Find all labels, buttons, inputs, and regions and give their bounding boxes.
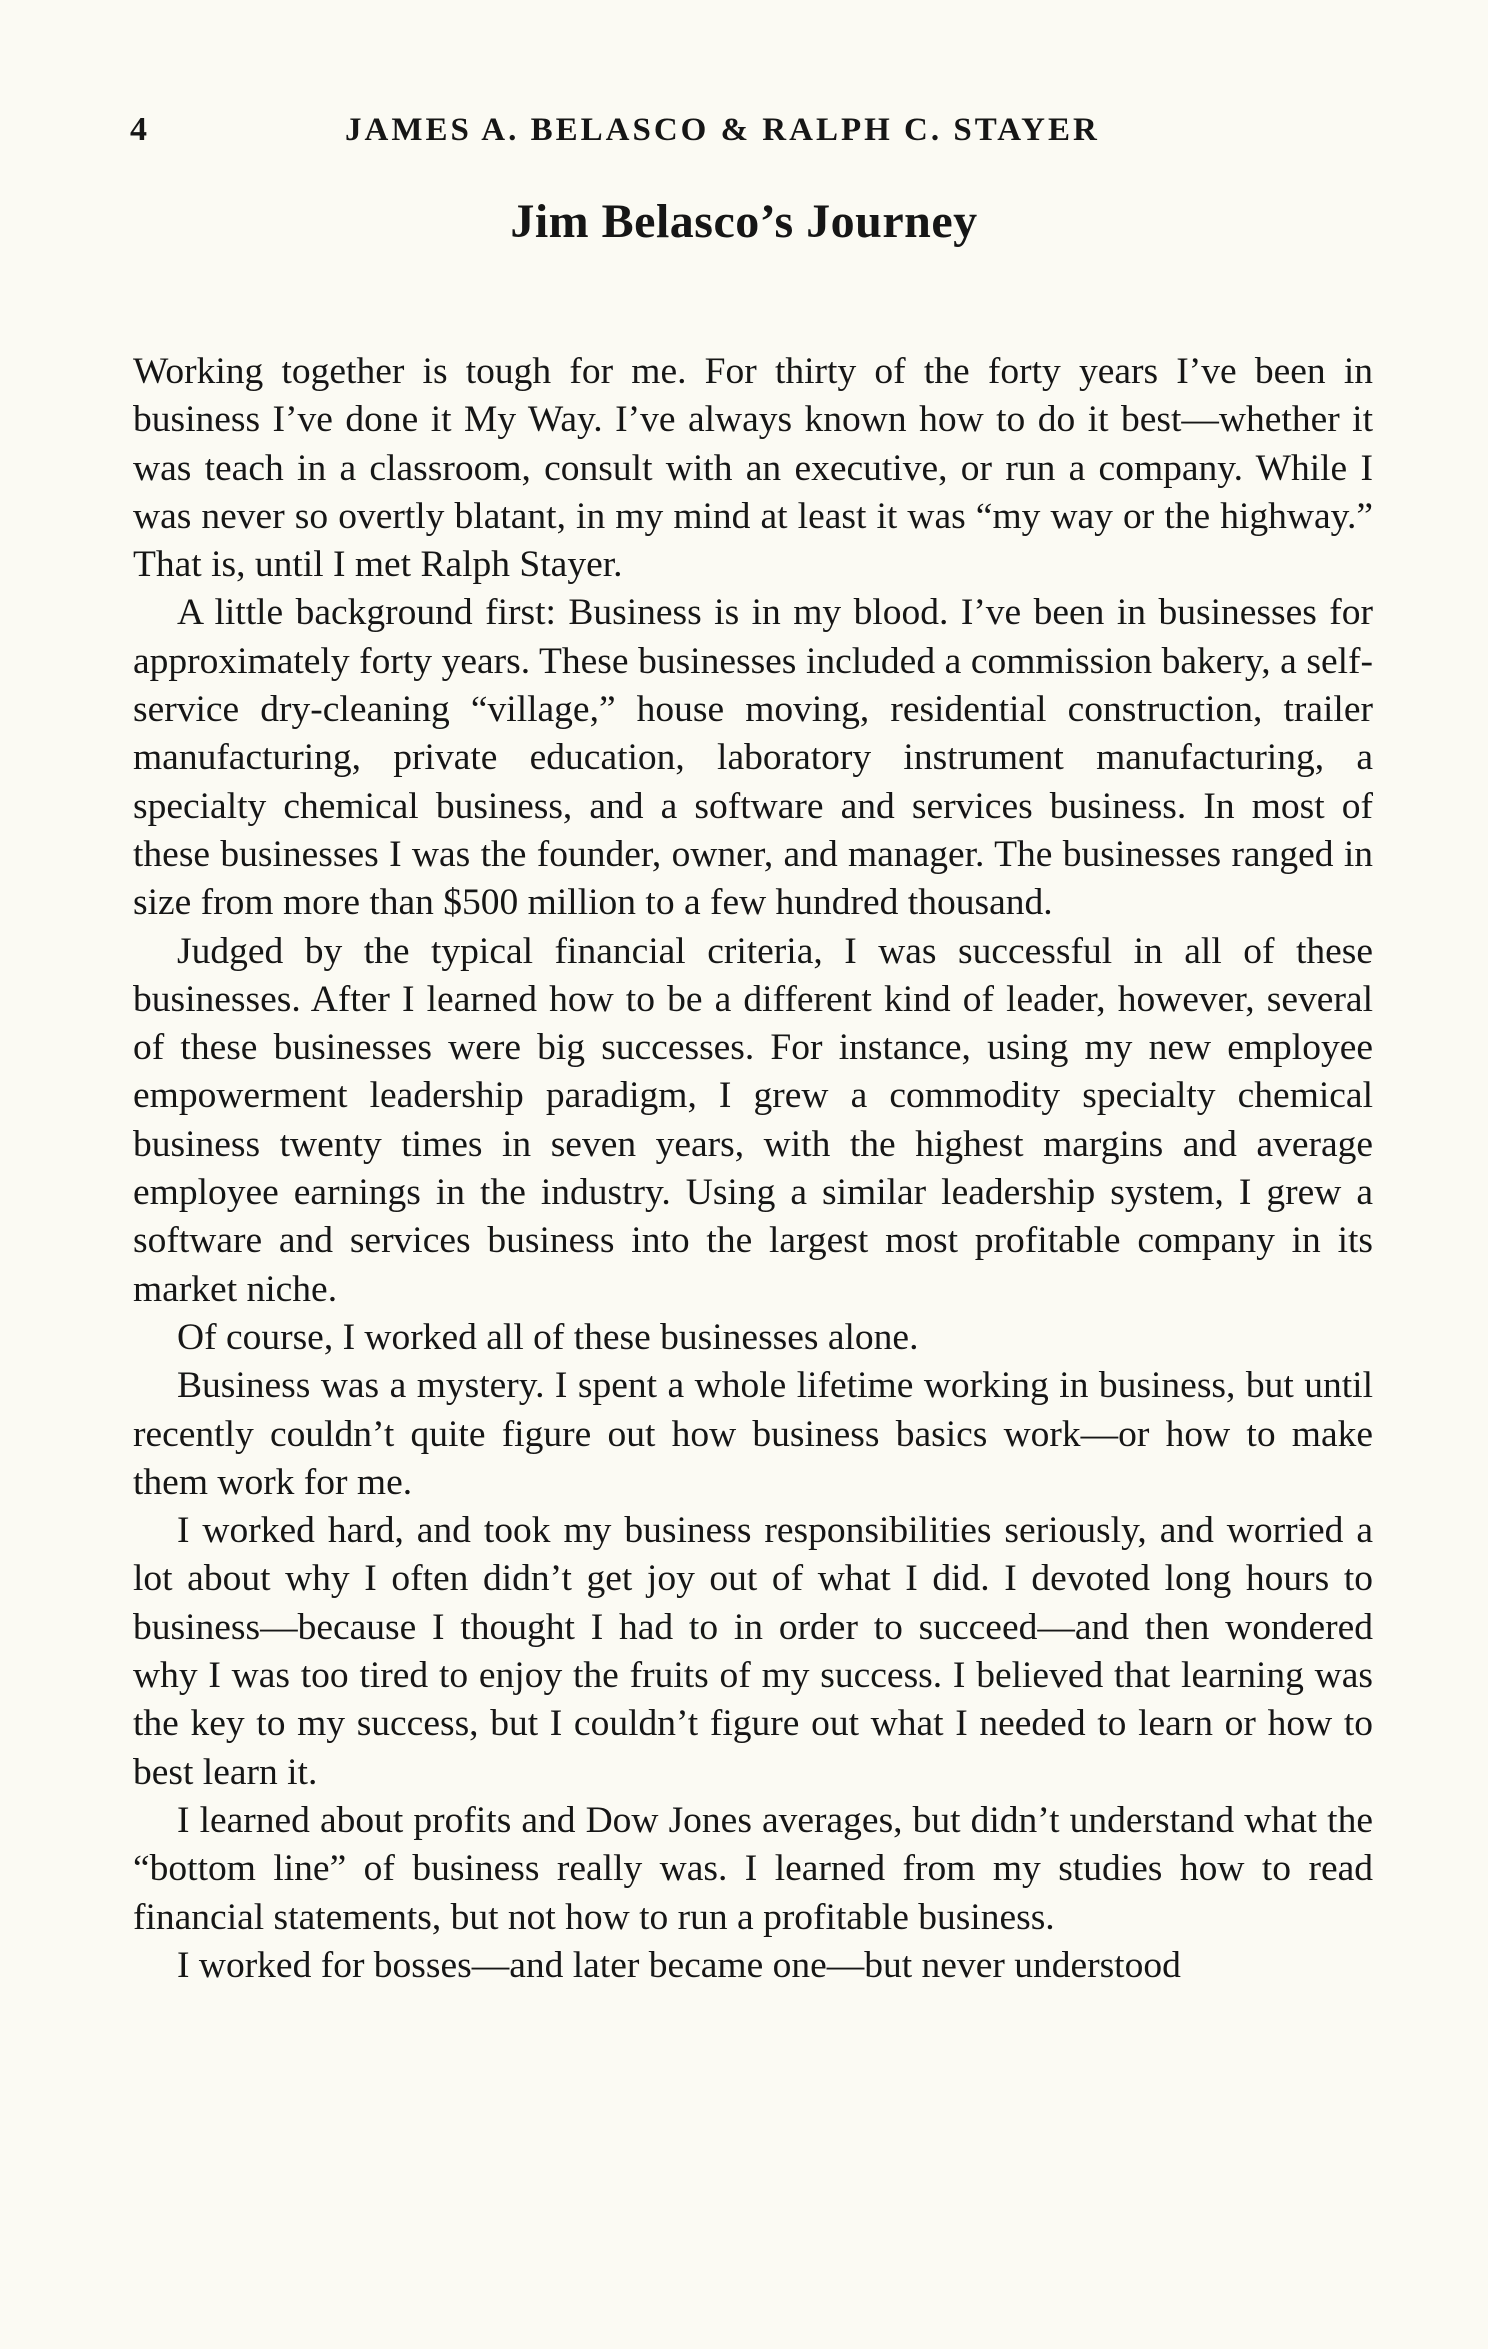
chapter-title: Jim Belasco’s Journey: [510, 195, 978, 248]
paragraph-2: A little background first: Business is in my blood. I’ve been in businesses for approximately forty years. These businesses included a commission bakery, a self-service dry-cleaning “village,” house moving, residential construction, trailer manufacturing, private education, laboratory instrument manufacturing, a specialty chemical business, and a software and services business. In most of these businesses I was the founder, owner, and manager. The businesses ranged in size from more than $500 million to a few hundred thousand.: [133, 592, 1373, 924]
running-title: JAMES A. BELASCO & RALPH C. STAYER: [345, 112, 1100, 148]
paragraph-6: I worked hard, and took my business responsibilities seriously, and worried a lot about why I often didn’t get joy out of what I did. I devoted long hours to business—because I thought I had to in order to succeed—and then wondered why I was too tired to enjoy the fruits of my success. I believed that learning was the key to my success, but I couldn’t figure out what I needed to learn or how to best learn it.: [133, 1510, 1373, 1793]
paragraph-1: Working together is tough for me. For thirty of the forty years I’ve been in business I’ve done it My Way. I’ve always known how to do it best—whether it was teach in a classroom, consult with an executive, or run a company. While I was never so overtly blatant, in my mind at least it was “my way or the highway.” That is, until I met Ralph Stayer.: [133, 351, 1373, 586]
paragraph-7: I learned about profits and Dow Jones averages, but didn’t understand what the “bottom line” of business really was. I learned from my studies how to read financial statements, but not how to run a profitable business.: [133, 1799, 1373, 1938]
running-head: [130, 108, 1380, 152]
page-number: 4: [130, 111, 147, 148]
paragraph-5: Business was a mystery. I spent a whole lifetime working in business, but until recently couldn’t quite figure out how business basics work—or how to make them work for me.: [133, 1365, 1373, 1503]
body-text: [133, 348, 1373, 1990]
paragraph-8: I worked for bosses—and later became one—but never understood: [177, 1944, 1181, 1986]
paragraph-4: Of course, I worked all of these businesses alone.: [177, 1316, 919, 1358]
paragraph-3: Judged by the typical financial criteria, I was successful in all of these businesses. After I learned how to be a different kind of leader, however, several of these businesses were big successes. For instance, using my new employee empowerment leadership paradigm, I grew a commodity specialty chemical business twenty times in seven years, with the highest margins and average employee earnings in the industry. Using a similar leadership system, I grew a software and services business into the largest most profitable company in its market niche.: [133, 930, 1373, 1310]
